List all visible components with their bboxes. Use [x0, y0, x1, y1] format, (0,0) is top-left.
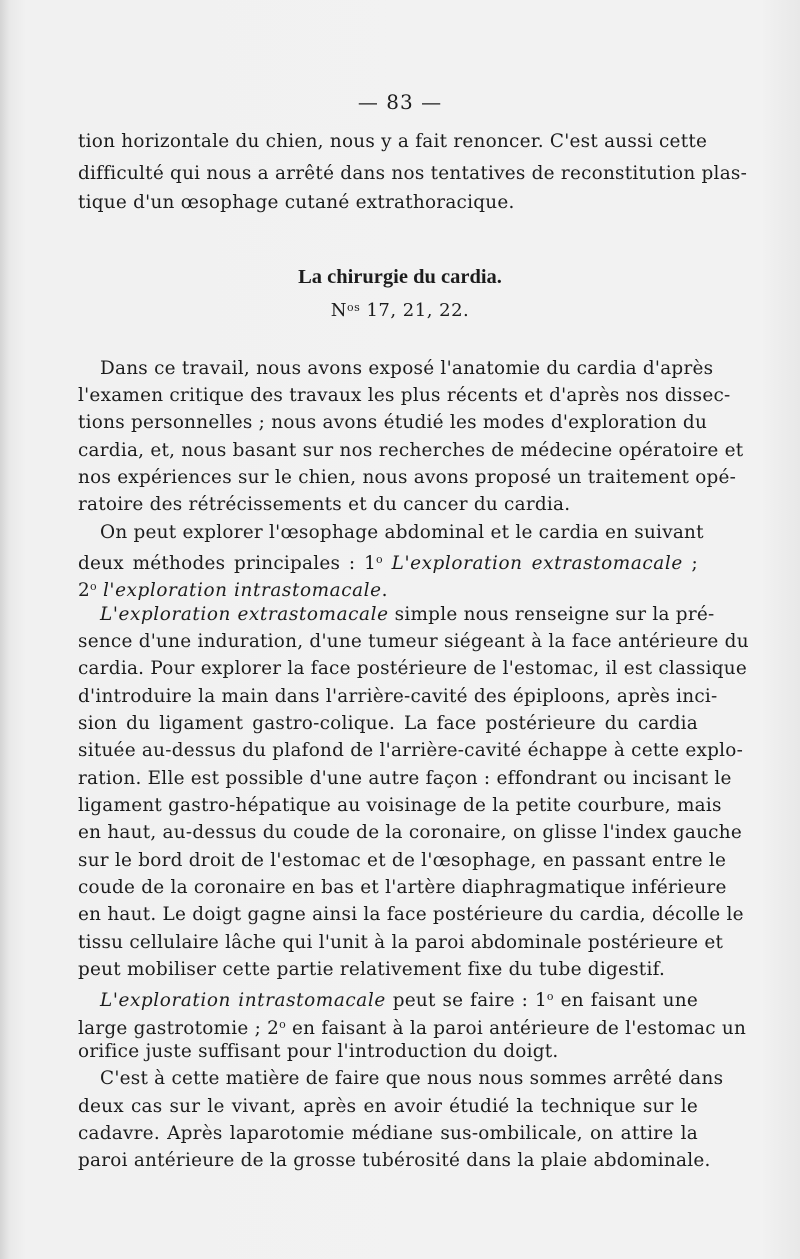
italic-term: L'exploration extrastomacale: [391, 553, 683, 574]
section-title: La chirurgie du cardia.: [298, 266, 502, 288]
text-line: en haut, au-dessus du coude de la coronaire, on glisse l'index gauche: [78, 822, 742, 843]
text-run: peut se faire : 1: [385, 990, 547, 1011]
italic-term: l'exploration intrastomacale: [102, 580, 382, 601]
text-line: tion horizontale du chien, nous y a fait renoncer. C'est aussi cette: [78, 131, 708, 152]
page-number: — 83 —: [357, 90, 443, 114]
text-line: sur le bord droit de l'estomac et de l'œsophage, en passant entre le: [78, 850, 727, 871]
text-line: cadavre. Après laparotomie médiane sus-ombilicale, on attire la: [78, 1123, 698, 1144]
text-line: cardia. Pour explorer la face postérieure de l'estomac, il est classique: [78, 658, 747, 679]
ref-prefix: N: [330, 300, 347, 321]
ref-numbers: 17, 21, 22.: [360, 300, 470, 321]
text-line: située au-dessus du plafond de l'arrière-cavité échappe à cette explo-: [78, 740, 744, 761]
text-line: deux cas sur le vivant, après en avoir étudié la technique sur le: [78, 1096, 698, 1117]
text-run: en faisant à la paroi antérieure de l'estomac un: [285, 1018, 747, 1039]
text-line: ligament gastro-hépatique au voisinage de la petite courbure, mais: [78, 795, 722, 816]
text-line: cardia, et, nous basant sur nos recherches de médecine opératoire et: [78, 440, 744, 461]
text-line: On peut explorer l'œsophage abdominal et le cardia en suivant: [100, 522, 704, 543]
text-line: [78, 573, 698, 604]
italic-term: L'exploration intrastomacale: [100, 990, 386, 1011]
text-run: 2: [78, 580, 90, 601]
text-run: ;: [682, 553, 698, 574]
text-line: orifice juste suffisant pour l'introduction du doigt.: [78, 1041, 559, 1062]
text-line: C'est à cette matière de faire que nous nous sommes arrêté dans: [100, 1068, 724, 1089]
text-line: ratoire des rétrécissements et du cancer du cardia.: [78, 494, 571, 515]
text-run: large gastrotomie ; 2: [78, 1018, 280, 1039]
ordinal-superscript: o: [546, 990, 554, 1003]
text-line: tissu cellulaire lâche qui l'unit à la paroi abdominale postérieure et: [78, 932, 724, 953]
ref-superscript: os: [346, 301, 361, 314]
text-line: Dans ce travail, nous avons exposé l'anatomie du cardia d'après: [100, 358, 714, 379]
text-line: sence d'une induration, d'une tumeur siégeant à la face antérieure du: [78, 631, 749, 652]
ordinal-superscript: o: [376, 553, 383, 566]
text-line: tions personnelles ; nous avons étudié les modes d'exploration du: [78, 412, 708, 433]
text-line: [100, 983, 698, 1014]
text-line: sion du ligament gastro-colique. La face postérieure du cardia: [78, 713, 698, 734]
text-run: deux méthodes principales : 1: [78, 553, 377, 574]
ordinal-superscript: o: [279, 1018, 286, 1031]
italic-term: L'exploration extrastomacale: [100, 604, 389, 625]
text-line: paroi antérieure de la grosse tubérosité dans la plaie abdominale.: [78, 1150, 711, 1171]
text-line: nos expériences sur le chien, nous avons proposé un traitement opé-: [78, 467, 737, 488]
text-line: peut mobiliser cette partie relativement fixe du tube digestif.: [78, 959, 666, 980]
text-line: difficulté qui nous a arrêté dans nos tentatives de reconstitution plas-: [78, 163, 748, 184]
text-line: ration. Elle est possible d'une autre façon : effondrant ou incisant le: [78, 768, 732, 789]
text-run: .: [381, 580, 388, 601]
text-line: l'examen critique des travaux les plus récents et d'après nos dissec-: [78, 385, 731, 406]
ordinal-superscript: o: [89, 580, 97, 593]
text-run: simple nous renseigne sur la pré-: [388, 604, 715, 625]
text-line: [100, 601, 715, 628]
text-line: d'introduire la main dans l'arrière-cavité des épiploons, après inci-: [78, 686, 718, 707]
text-line: tique d'un œsophage cutané extrathoracique.: [78, 192, 515, 213]
text-run: en faisant une: [553, 990, 698, 1011]
section-reference-numbers: [0, 300, 800, 321]
text-line: coude de la coronaire en bas et l'artère diaphragmatique inférieure: [78, 877, 727, 898]
text-line: en haut. Le doigt gagne ainsi la face postérieure du cardia, décolle le: [78, 904, 744, 925]
